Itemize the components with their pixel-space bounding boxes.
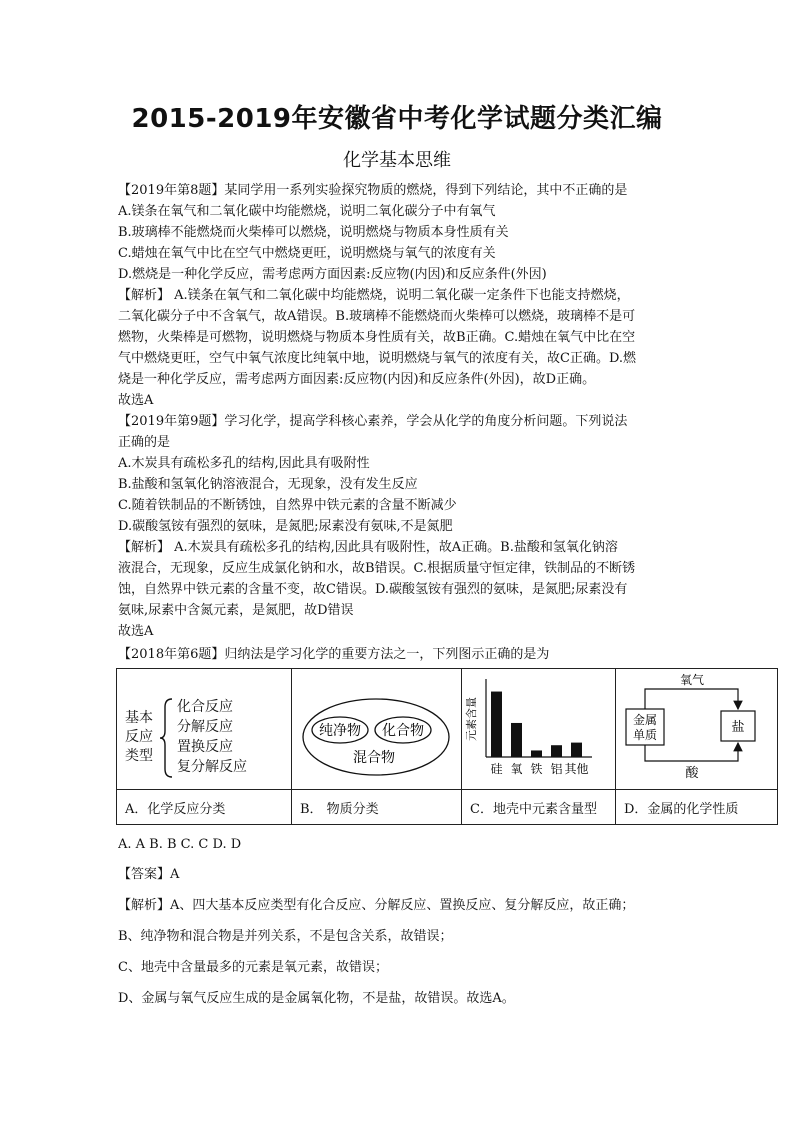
figA-item-1: 化合反应 — [177, 699, 233, 715]
figB-outer-label: 混合物 — [353, 750, 395, 766]
figA-item-4: 复分解反应 — [177, 759, 247, 775]
caption-b: B． 物质分类 — [292, 790, 462, 825]
figB-inner2-label: 化合物 — [382, 723, 424, 739]
q2-analysis-3: 蚀，自然界中铁元素的含量不变，故C错误。D.碳酸氢铵有强烈的氨味，是氮肥;尿素没有 — [118, 582, 628, 597]
figD-box2-label: 盐 — [731, 720, 745, 735]
figA-left-2: 反应 — [125, 729, 153, 745]
figD-bottom-label: 酸 — [685, 766, 699, 781]
figD-top-arrow — [645, 689, 738, 709]
figD-top-label: 氧气 — [679, 673, 705, 687]
chart-x-tick-label: 硅 — [490, 762, 503, 776]
chart-bar — [551, 745, 562, 757]
q2-option-a: A.木炭具有疏松多孔的结构,因此具有吸附性 — [118, 456, 370, 471]
options-figure-table — [116, 668, 778, 825]
chart-bar — [531, 750, 542, 757]
q2-option-d: D.碳酸氢铵有强烈的氨味，是氮肥;尿素没有氨味,不是氮肥 — [118, 519, 453, 534]
q2-analysis-4: 氨味,尿素中含氮元素，是氮肥，故D错误 — [118, 603, 354, 618]
figD-box1-line2: 单质 — [632, 728, 658, 742]
figure-d-metal-properties — [616, 669, 778, 790]
figA-left-1: 基本 — [125, 710, 153, 726]
q3-choices: A. A B. B C. C D. D — [118, 837, 242, 852]
page-subtitle: 化学基本思维 — [343, 150, 451, 171]
q1-analysis-4: 气中燃烧更旺，空气中氧气浓度比纯氧中地，说明燃烧与氧气的浓度有关，故C正确。D.燃 — [118, 351, 637, 366]
q1-stem: 【2019年第8题】某同学用一系列实验探究物质的燃烧，得到下列结论，其中不正确的是 — [118, 183, 628, 198]
q2-stem-1: 【2019年第9题】学习化学，提高学科核心素养，学会从化学的角度分析问题。下列说法 — [118, 414, 628, 429]
q2-analysis-1: 【解析】 A.木炭具有疏松多孔的结构,因此具有吸附性，故A正确。B.盐酸和氢氧化钠溶 — [118, 540, 618, 555]
q1-answer: 故选A — [118, 393, 154, 408]
q1-analysis-2: 二氧化碳分子中不含氧气，故A错误。B.玻璃棒不能燃烧而火柴棒可以燃烧，玻璃棒不是可 — [118, 309, 636, 324]
caption-d: D．金属的化学性质 — [616, 790, 778, 825]
q3-analysis-2: B、纯净物和混合物是并列关系，不是包含关系，故错误； — [118, 929, 453, 944]
brace-icon — [159, 697, 175, 779]
q3-analysis-1: 【解析】A、四大基本反应类型有化合反应、分解反应、置换反应、复分解反应，故正确； — [118, 898, 635, 913]
figA-item-3: 置换反应 — [177, 739, 233, 755]
q1-option-a: A.镁条在氧气和二氧化碳中均能燃烧，说明二氧化碳分子中有氧气 — [118, 204, 496, 219]
figD-bottom-arrow — [645, 743, 738, 761]
caption-a: A．化学反应分类 — [117, 790, 292, 825]
q1-option-c: C.蜡烛在氧气中比在空气中燃烧更旺，说明燃烧与氧气的浓度有关 — [118, 246, 496, 261]
figA-item-2: 分解反应 — [177, 719, 233, 735]
q3-stem: 【2018年第6题】归纳法是学习化学的重要方法之一，下列图示正确的是为 — [118, 647, 550, 662]
chart-bar — [571, 743, 582, 757]
q1-analysis-1: 【解析】 A.镁条在氧气和二氧化碳中均能燃烧，说明二氧化碳一定条件下也能支持燃烧， — [118, 288, 630, 303]
q2-answer: 故选A — [118, 624, 154, 639]
chart-x-tick-label: 铝 — [550, 762, 563, 776]
figure-a-reaction-types — [117, 669, 292, 790]
figC-bar-chart — [462, 669, 616, 789]
chart-x-tick-label: 其他 — [564, 762, 589, 776]
chart-x-tick-label: 氧 — [510, 762, 523, 776]
q1-analysis-5: 烧是一种化学反应，需考虑两方面因素:反应物(内因)和反应条件(外因)，故D正确。 — [118, 372, 596, 387]
figD-diagram — [616, 669, 778, 789]
caption-c: C．地壳中元素含量型 — [462, 790, 616, 825]
figD-box1-line1: 金属 — [632, 713, 658, 727]
q3-analysis-4: D、金属与氧气反应生成的是金属氧化物，不是盐，故错误。故选A。 — [118, 991, 515, 1006]
figure-b-substance-classification — [292, 669, 462, 790]
q2-stem-2: 正确的是 — [118, 435, 171, 450]
figB-inner1-label: 纯净物 — [319, 723, 361, 739]
q2-option-c: C.随着铁制品的不断锈蚀，自然界中铁元素的含量不断减少 — [118, 498, 457, 513]
q1-analysis-3: 燃物，火柴棒是可燃物，说明燃烧与物质本身性质有关，故B正确。C.蜡烛在氧气中比在空 — [118, 330, 636, 345]
figure-c-crust-elements-chart — [462, 669, 616, 790]
q3-answer: 【答案】A — [118, 867, 180, 882]
q3-analysis-3: C、地壳中含量最多的元素是氧元素，故错误； — [118, 960, 388, 975]
chart-x-tick-label: 铁 — [530, 762, 543, 776]
figA-left-3: 类型 — [125, 748, 153, 764]
q2-option-b: B.盐酸和氢氧化钠溶液混合，无现象，没有发生反应 — [118, 477, 418, 492]
chart-bar — [491, 692, 502, 757]
q1-option-b: B.玻璃棒不能燃烧而火柴棒可以燃烧，说明燃烧与物质本身性质有关 — [118, 225, 509, 240]
figC-y-axis-label: 元素含量 — [465, 697, 478, 741]
page-title: 2015-2019年安徽省中考化学试题分类汇编 — [131, 104, 663, 134]
chart-bar — [511, 723, 522, 757]
q1-option-d: D.燃烧是一种化学反应，需考虑两方面因素:反应物(内因)和反应条件(外因) — [118, 267, 547, 282]
figB-diagram — [292, 669, 462, 789]
q2-analysis-2: 液混合，无现象，反应生成氯化钠和水，故B错误。C.根据质量守恒定律，铁制品的不断锈 — [118, 561, 636, 576]
